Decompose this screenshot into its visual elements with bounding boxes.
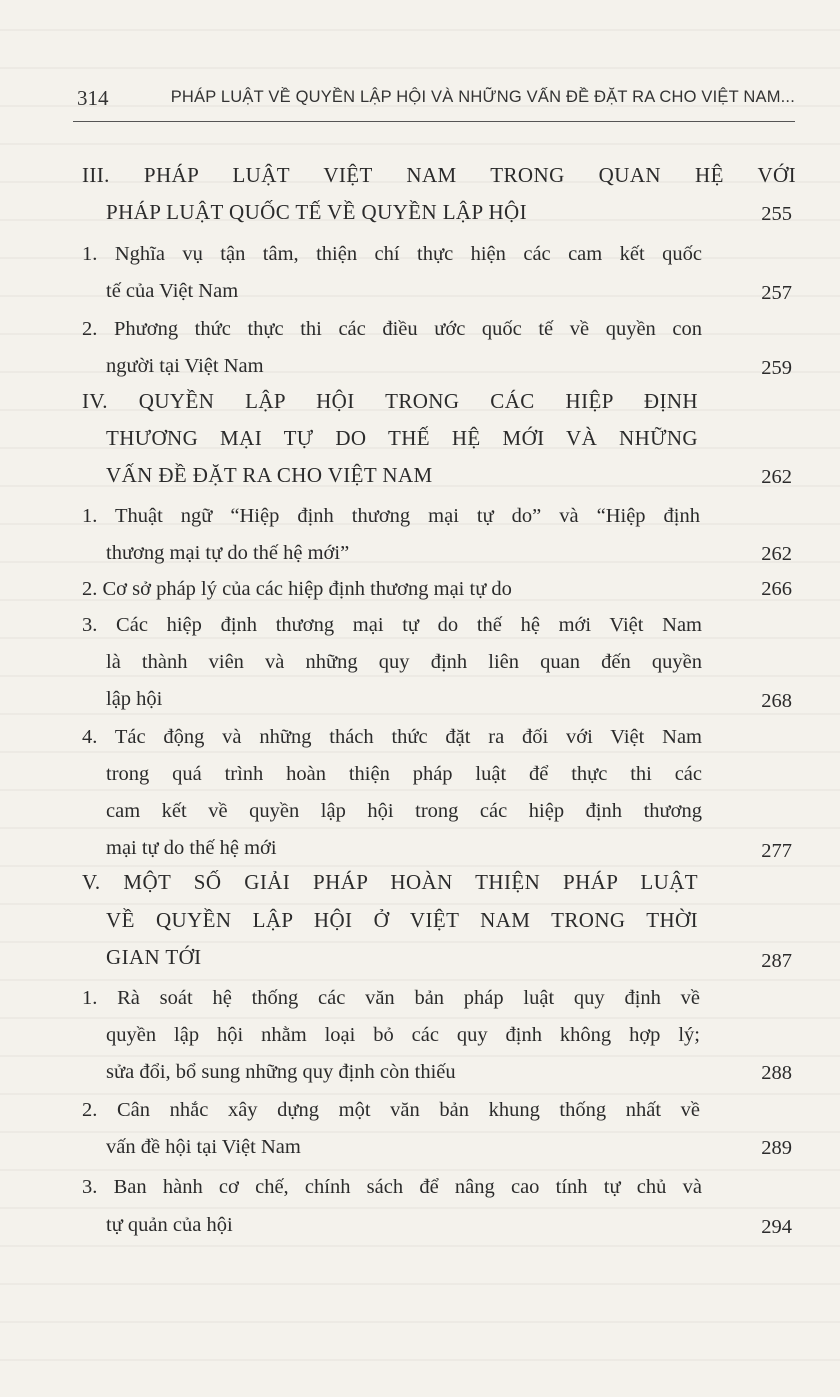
toc-entry: 3. Các hiệp định thương mại tự do thế hệ mới Việt Nam xyxy=(82,614,702,636)
toc-page-number: 288 xyxy=(761,1062,792,1084)
toc-section-heading-cont: GIAN TỚI xyxy=(106,945,202,969)
toc-entry-cont: cam kết về quyền lập hội trong các hiệp định thương xyxy=(106,800,702,822)
toc-entry-cont: trong quá trình hoàn thiện pháp luật để thực thi các xyxy=(106,763,702,785)
toc-page-number: 262 xyxy=(761,543,792,565)
toc-page-number: 266 xyxy=(761,578,792,600)
running-title: PHÁP LUẬT VỀ QUYỀN LẬP HỘI VÀ NHỮNG VẤN ĐỀ ĐẶT RA CHO VIỆT NAM... xyxy=(170,88,795,106)
toc-page-number: 289 xyxy=(761,1137,792,1159)
toc-entry-cont: lập hội xyxy=(106,688,163,710)
toc-section-heading-cont: VỀ QUYỀN LẬP HỘI Ở VIỆT NAM TRONG THỜI xyxy=(106,908,698,932)
page-number: 314 xyxy=(77,86,109,110)
toc-entry: 2. Cơ sở pháp lý của các hiệp định thương mại tự do xyxy=(82,578,512,600)
toc-entry: 1. Thuật ngữ “Hiệp định thương mại tự do” và “Hiệp định xyxy=(82,505,700,527)
toc-page-number: 268 xyxy=(761,690,792,712)
header-rule xyxy=(73,121,795,122)
toc-page-number: 257 xyxy=(761,282,792,304)
toc-entry-cont: người tại Việt Nam xyxy=(106,355,264,377)
toc-entry: 3. Ban hành cơ chế, chính sách để nâng cao tính tự chủ và xyxy=(82,1176,702,1198)
toc-entry-cont: là thành viên và những quy định liên quan đến quyền xyxy=(106,651,702,673)
toc-entry-cont: mại tự do thế hệ mới xyxy=(106,837,277,859)
toc-section-heading-cont: VẤN ĐỀ ĐẶT RA CHO VIỆT NAM xyxy=(106,463,433,487)
toc-entry: 4. Tác động và những thách thức đặt ra đối với Việt Nam xyxy=(82,726,702,748)
toc-entry: 2. Cân nhắc xây dựng một văn bản khung thống nhất về xyxy=(82,1099,700,1121)
toc-entry: 1. Rà soát hệ thống các văn bản pháp luật quy định về xyxy=(82,987,700,1009)
toc-section-heading: IV. QUYỀN LẬP HỘI TRONG CÁC HIỆP ĐỊNH xyxy=(82,389,698,413)
toc-entry-cont: vấn đề hội tại Việt Nam xyxy=(106,1136,301,1158)
toc-page-number: 294 xyxy=(761,1216,792,1238)
toc-page-number: 262 xyxy=(761,466,792,488)
toc-page-number: 287 xyxy=(761,950,792,972)
toc-section-heading-cont: PHÁP LUẬT QUỐC TẾ VỀ QUYỀN LẬP HỘI xyxy=(106,200,527,224)
toc-entry-cont: tự quản của hội xyxy=(106,1214,233,1236)
toc-entry-cont: quyền lập hội nhằm loại bỏ các quy định không hợp lý; xyxy=(106,1024,700,1046)
toc-page-number: 259 xyxy=(761,357,792,379)
toc-section-heading: V. MỘT SỐ GIẢI PHÁP HOÀN THIỆN PHÁP LUẬT xyxy=(82,870,698,894)
toc-entry-cont: tế của Việt Nam xyxy=(106,280,239,302)
toc-page-number: 277 xyxy=(761,840,792,862)
page-header xyxy=(77,86,795,118)
toc-section-heading-cont: THƯƠNG MẠI TỰ DO THẾ HỆ MỚI VÀ NHỮNG xyxy=(106,426,698,450)
toc-entry: 2. Phương thức thực thi các điều ước quốc tế về quyền con xyxy=(82,318,702,340)
toc-entry-cont: thương mại tự do thế hệ mới” xyxy=(106,542,350,564)
toc-page-number: 255 xyxy=(761,203,792,225)
toc-entry-cont: sửa đổi, bổ sung những quy định còn thiếu xyxy=(106,1061,456,1083)
toc-entry: 1. Nghĩa vụ tận tâm, thiện chí thực hiện các cam kết quốc xyxy=(82,243,702,265)
toc-section-heading: III. PHÁP LUẬT VIỆT NAM TRONG QUAN HỆ VỚI xyxy=(82,163,796,187)
